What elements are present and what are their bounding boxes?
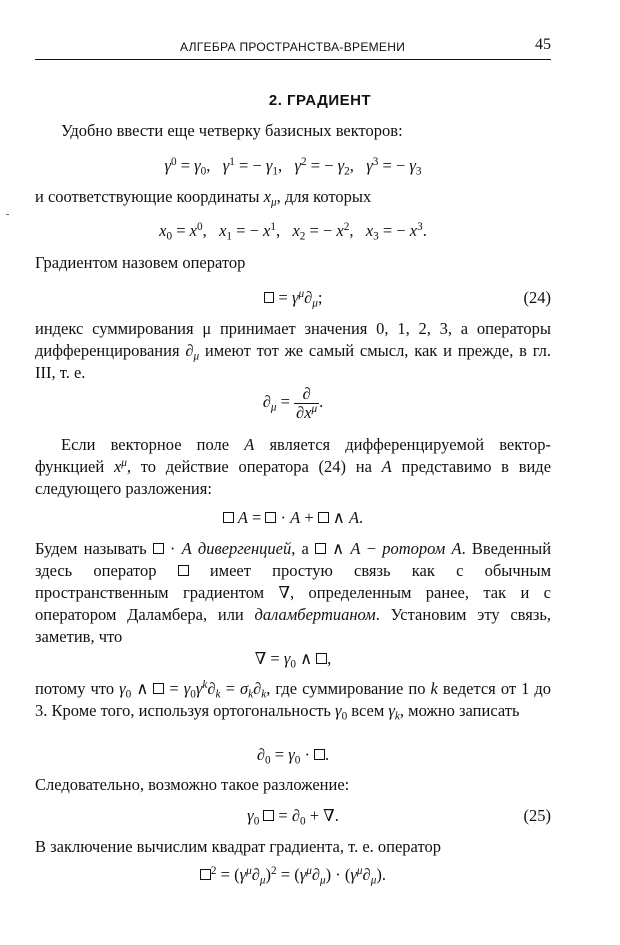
equation-decomposition: A = · A + ∧ A.	[35, 507, 551, 529]
equation-25: $\gamma_0 = \partial_0$ + ∇. (25)	[247, 806, 551, 828]
box-operator-icon	[264, 292, 275, 303]
equation-number-25: (25)	[523, 806, 551, 825]
equation-partial-derivative: $\partial_\mu$ = $\frac{\partial}{\partial x^\mu}$ .	[262, 383, 324, 422]
header-rule	[35, 59, 551, 60]
paragraph-conclusion: В заключение вычислим квадрат градиента, т. е. оператор	[35, 837, 441, 856]
margin-mark	[6, 214, 9, 215]
paragraph-summation-index: индекс суммирования μ принимает значения 0, 1, 2, 3, а операторы дифференцирования $\partial_\mu$ имеют тот же самый смысл, как и прежде, в гл. III, т. е.	[35, 319, 551, 382]
paragraph-gradient-def: Градиентом назовем оператор	[35, 253, 246, 272]
equation-partial-zero: $\partial_0 = \gamma_0$ · .	[256, 745, 330, 767]
paragraph-vector-field: Если векторное поле A является дифференцируемой вектор-функцией $x^\mu$, то действие оператора (24) на A представимо в виде следующего разложения:	[35, 435, 552, 498]
equation-nabla: ∇ = $\gamma_0$ ∧ ,	[254, 649, 332, 671]
page-number: 45	[535, 36, 551, 53]
page-header	[35, 34, 551, 60]
equation-24: = $\gamma^\mu\partial_\mu$; (24)	[35, 287, 551, 309]
paragraph-divergence-rotor: Будем называть · A дивергенцией, а ∧ A − ротором A. Введенный здесь оператор имеет простую связь как с обычным пространственным градиентом ∇, определенным ранее, так и с оператором Даламбера, или даламбертианом. Установим эту связь, заметив, что	[35, 539, 552, 646]
running-title: АЛГЕБРА ПРОСТРАНСТВА-ВРЕМЕНИ	[180, 40, 406, 54]
paragraph-coordinates: и соответствующие координаты $x_\mu$, для которых	[35, 187, 372, 209]
paragraph-consequently: Следовательно, возможно такое разложение:	[35, 775, 350, 794]
section-title: 2. ГРАДИЕНТ	[268, 92, 372, 109]
paragraph-basis-intro: Удобно ввести еще четверку базисных векторов:	[61, 121, 403, 140]
paragraph-because: потому что $\gamma_0$ ∧ = $\gamma_0\gamma^k\partial_k = \sigma_k\partial_k$, где суммирование по k ведется от 1 до 3. Кроме того, используя ортогональность $\gamma_0$ всем $\gamma_k$, можно записать	[35, 678, 552, 723]
equation-coordinates: $x_0 = x^0$, $x_1$ = − $x^1$, $x_2$ = − $x^2$, $x_3$ = − $x^3$.	[159, 220, 427, 243]
equation-square-gradient: $^2 = (\gamma^\mu\partial_\mu)^2 = (\gamma^\mu\partial_\mu) \cdot (\gamma^\mu\partial_\mu)$.	[35, 864, 551, 886]
equation-number-24: (24)	[523, 288, 551, 307]
equation-basis-vectors: $\gamma^0 = \gamma_0$, $\gamma^1$ = − $\gamma_1$, $\gamma^2$ = − $\gamma_2$, $\gamma^3$ = − $\gamma_3$	[164, 155, 422, 178]
fraction: $\frac{\partial}{\partial x^\mu}$	[296, 383, 318, 422]
